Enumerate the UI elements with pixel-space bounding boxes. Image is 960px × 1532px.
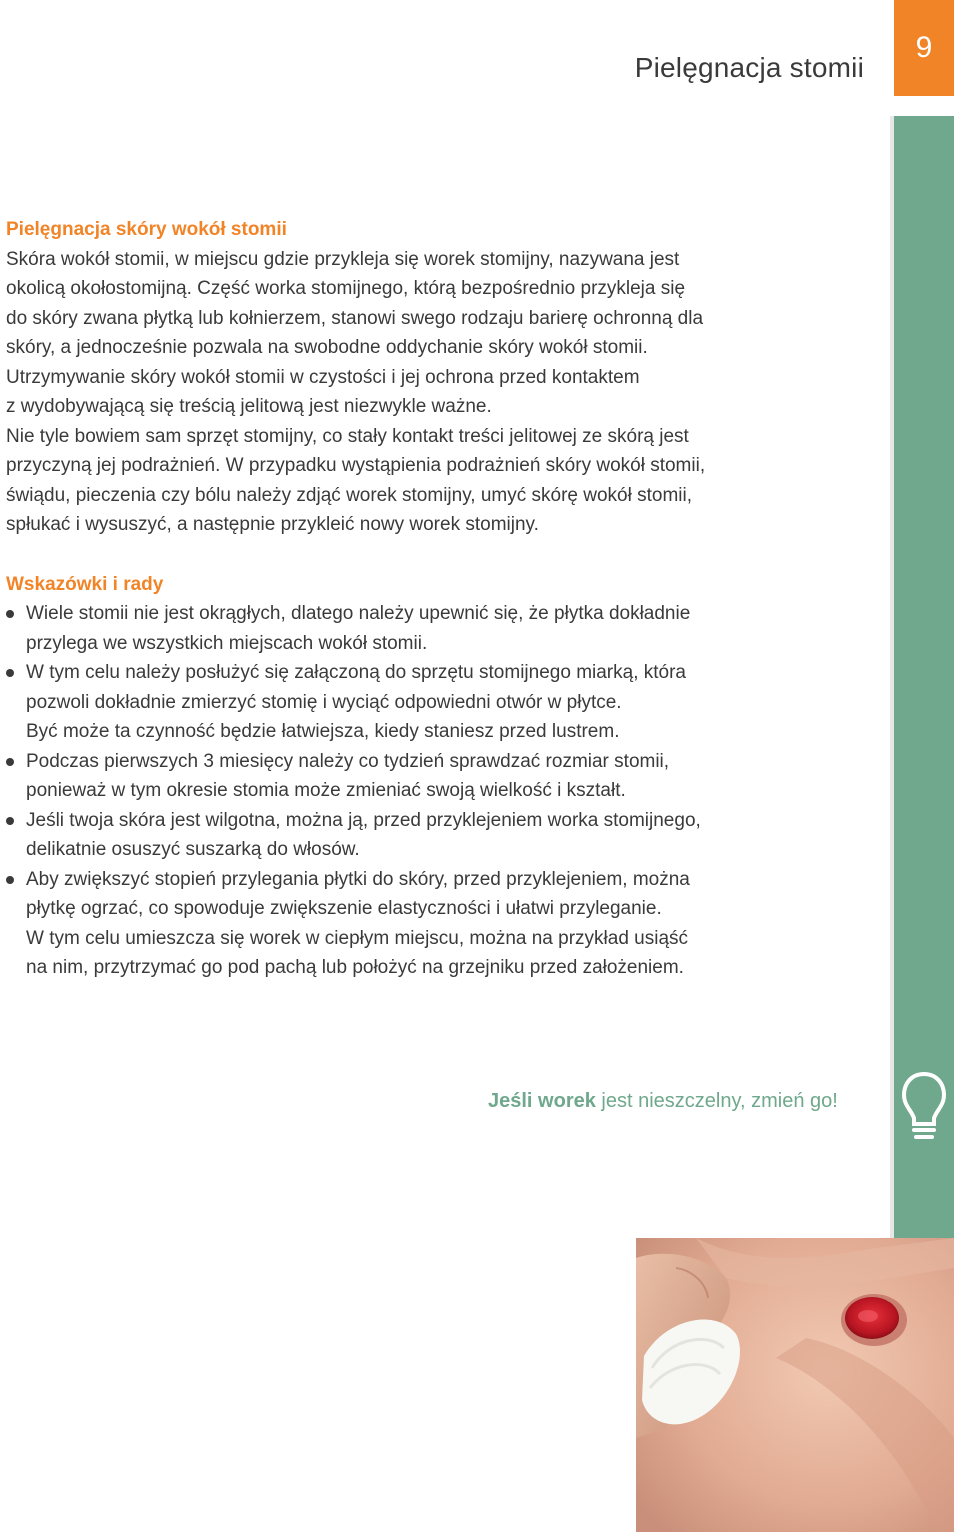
tip-line: W tym celu umieszcza się worek w ciepłym miejscu, można na przykład usiąść (26, 927, 689, 949)
callout-leak-warning (488, 1090, 838, 1113)
tip-line: ponieważ w tym okresie stomia może zmieniać swoją wielkość i kształt. (26, 780, 626, 801)
section-heading-tips: Wskazówki i rady (6, 573, 164, 595)
tip-line: płytkę ogrzać, co spowoduje zwiększenie elastyczności i ułatwi przyleganie. (26, 898, 662, 919)
paragraph-line: przyczyną jej podrażnień. W przypadku wystąpienia podrażnień skóry wokół stomii, (6, 455, 706, 476)
tip-line: Wiele stomii nie jest okrągłych, dlatego należy upewnić się, że płytka dokładnie (26, 603, 691, 624)
callout-rest: jest nieszczelny, zmień go! (595, 1090, 838, 1112)
bullet-icon (6, 610, 14, 618)
tip-line: W tym celu należy posłużyć się załączoną do sprzętu stomijnego miarką, która (26, 662, 686, 683)
tip-item (6, 658, 826, 747)
stoma-care-photo (636, 1238, 954, 1532)
tip-item (6, 747, 826, 806)
tip-line: Podczas pierwszych 3 miesięcy należy co tydzień sprawdzać rozmiar stomii, (26, 750, 670, 772)
tip-line: Aby zwiększyć stopień przylegania płytki do skóry, przed przyklejeniem, można (26, 868, 690, 890)
bullet-icon (6, 817, 14, 825)
lightbulb-icon (896, 1068, 952, 1144)
tip-item (6, 599, 826, 658)
paragraph-line: spłukać i wysuszyć, a następnie przykleić nowy worek stomijny. (6, 514, 539, 535)
bullet-icon (6, 876, 14, 884)
tip-line: Jeśli twoja skóra jest wilgotna, można ją, przed przyklejeniem worka stomijnego, (26, 809, 701, 831)
main-content (6, 215, 826, 983)
tip-line: na nim, przytrzymać go pod pachą lub położyć na grzejniku przed założeniem. (26, 957, 684, 978)
page-number-box (894, 0, 954, 96)
tips-list (6, 599, 826, 983)
bullet-icon (6, 758, 14, 766)
paragraph-line: skóry, a jednocześnie pozwala na swobodne oddychanie skóry wokół stomii. (6, 337, 648, 358)
tip-line: przylega we wszystkich miejscach wokół stomii. (26, 632, 428, 654)
paragraph-line: okolicą okołostomijną. Część worka stomijnego, którą bezpośrednio przykleja się (6, 278, 686, 299)
tip-item (6, 865, 826, 983)
bullet-icon (6, 669, 14, 677)
paragraph-line: Skóra wokół stomii, w miejscu gdzie przykleja się worek stomijny, nazywana jest (6, 248, 680, 270)
paragraph-line: do skóry zwana płytką lub kołnierzem, stanowi swego rodzaju barierę ochronną dla (6, 307, 704, 329)
paragraph-line: Nie tyle bowiem sam sprzęt stomijny, co stały kontakt treści jelitowej ze skórą jest (6, 425, 689, 447)
callout-bold: Jeśli worek (488, 1090, 596, 1112)
section-heading-skin-care: Pielęgnacja skóry wokół stomii (6, 219, 287, 240)
page-number: 9 (915, 31, 933, 64)
tip-item (6, 806, 826, 865)
paragraph-line: z wydobywającą się treścią jelitową jest niezwykle ważne. (6, 396, 492, 417)
tip-line: delikatnie osuszyć suszarką do włosów. (26, 839, 360, 860)
paragraph-line: Utrzymywanie skóry wokół stomii w czystości i jej ochrona przed kontaktem (6, 366, 640, 388)
skin-care-paragraph (6, 245, 826, 540)
page-title: Pielęgnacja stomii (634, 52, 864, 83)
tip-line: Być może ta czynność będzie łatwiejsza, kiedy staniesz przed lustrem. (26, 721, 620, 742)
tip-line: pozwoli dokładnie zmierzyć stomię i wyciąć odpowiedni otwór w płytce. (26, 691, 622, 713)
paragraph-line: świądu, pieczenia czy bólu należy zdjąć worek stomijny, umyć skórę wokół stomii, (6, 484, 693, 506)
